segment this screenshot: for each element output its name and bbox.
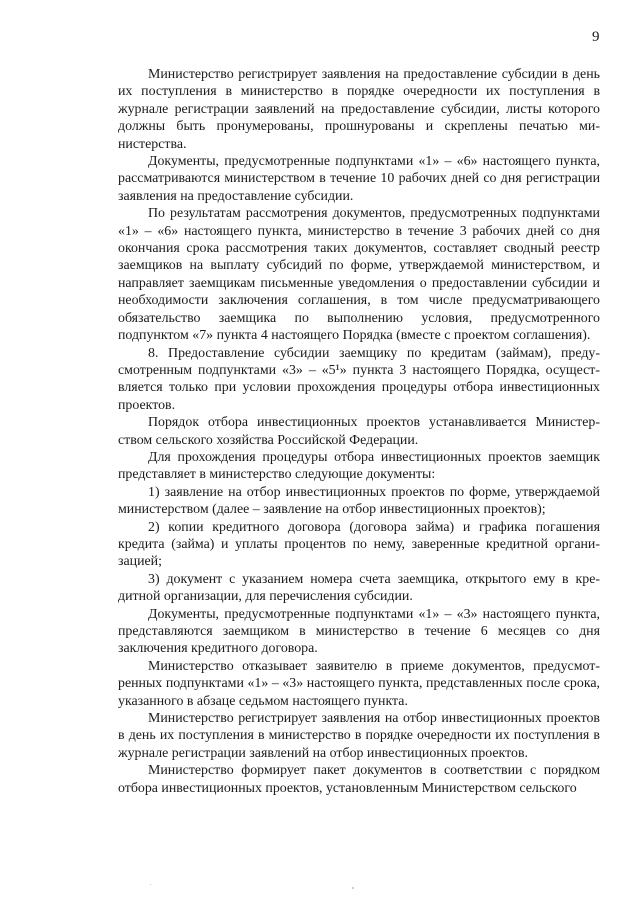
list-item-3: 3) документ с указанием номера счета заемщика, открытого ему в кредитной организации, для перечисления субсидии.: [118, 571, 600, 605]
paragraph-submission-deadline: Документы, предусмотренные подпунктами «1» – «3» настоящего пункта, представляются заемщиком в министерство в течение 6 месяцев со дня заключения кредитного договора.: [118, 606, 600, 657]
paragraph-selection-procedure: Порядок отбора инвестиционных проектов устанавливается Министерством сельского хозяйства Российской Федерации.: [118, 415, 600, 448]
document-body: [118, 66, 600, 797]
paragraph-review-period: Документы, предусмотренные подпунктами «1» – «6» настоящего пункта, рассматриваются министерством в течение 10 рабочих дней со дня регистрации заявления на предоставление субсидии.: [118, 154, 600, 204]
page-number: 9: [592, 29, 600, 45]
paragraph-required-documents: Для прохождения процедуры отбора инвестиционных проектов заемщик представляет в министерство следующие документы:: [118, 449, 600, 483]
paragraph-registration-projects: Министерство регистрирует заявления на отбор инвестиционных проектов в день их поступления в министерство в порядке очередности их поступления в журнале регистрации заявлений на отбор инвестиционных проектов.: [118, 711, 600, 761]
paragraph-item-8: 8. Предоставление субсидии заемщику по кредитам (займам), предусмотренным подпунктами «3» – «5¹» пункта 3 настоящего Порядка, осуществляется только при условии прохождения процедуры отбора инвестиционных проектов.: [118, 345, 600, 413]
paragraph-refusal: Министерство отказывает заявителю в приеме документов, предусмотренных подпунктами «1» – «3» настоящего пункта, представленных после срока, указанного в абзаце седьмом настоящего пункта.: [118, 658, 600, 709]
scan-artifact-dot: [150, 884, 151, 885]
paragraph-review-results: По результатам рассмотрения документов, предусмотренных подпунктами «1» – «6» настоящего пункта, министерство в течение 3 рабочих дней со дня окончания срока рассмотрения таких документов, составляет сводный реестр заемщиков на выплату субсидий по форме, утверждаемой министерством, и направляет заемщикам письменные уведомления о предоставлении субсидии и необходимости заключения соглашения, в том числе предусматривающего обязательство заемщика по выполнению условия, предусмотренного подпунктом «7» пункта 4 настоящего Порядка (вместе с проектом соглашения).: [118, 206, 600, 344]
paragraph-registration-subsidy: Министерство регистрирует заявления на предоставление субсидии в день их поступления в министерство в порядке очередности их поступления в журнале регистрации заявлений на предоставление субсидии, листы которого должны быть пронумерованы, прошнурованы и скреплены печатью министерства.: [118, 67, 600, 152]
paragraph-document-package: Министерство формирует пакет документов в соответствии с порядком отбора инвестиционных проектов, установленным Министерством сельского: [118, 763, 600, 796]
list-item-2: 2) копии кредитного договора (договора займа) и графика погашения кредита (займа) и уплаты процентов по нему, заверенные кредитной организацией;: [118, 519, 600, 570]
scan-artifact-dot: [352, 887, 354, 889]
list-item-1: 1) заявление на отбор инвестиционных проектов по форме, утверждаемой министерством (далее – заявление на отбор инвестиционных проектов);: [118, 484, 600, 518]
